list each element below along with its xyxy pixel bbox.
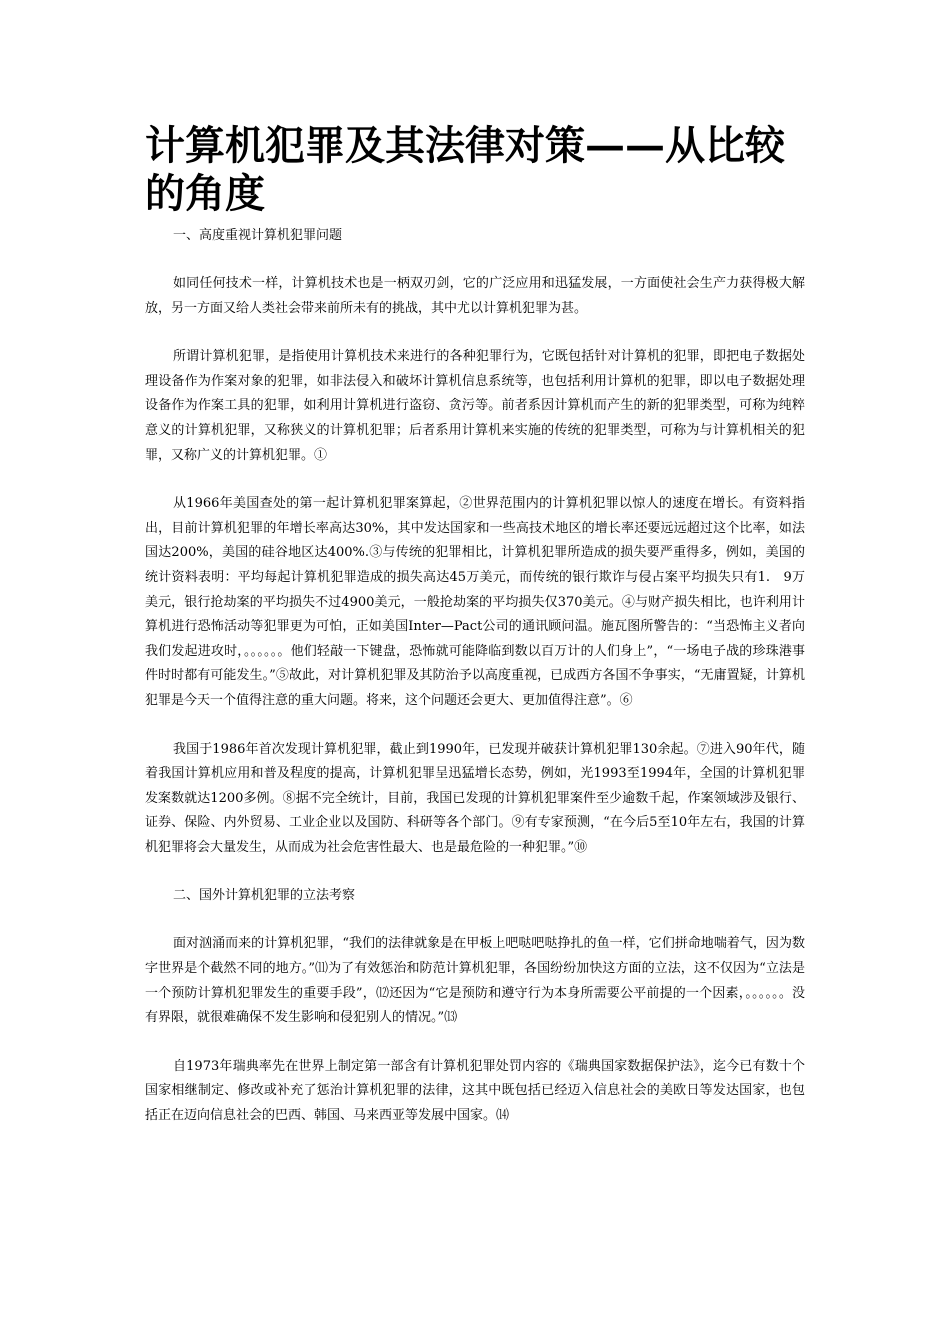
paragraph-3: 从1966年美国查处的第一起计算机犯罪案算起，②世界范围内的计算机犯罪以惊人的速度在增长。有资料指出，目前计算机犯罪的年增长率高达30%，其中发达国家和一些高技术地区的增长率还要远远超过这个比率，如法国达200%，美国的硅谷地区达400%.③与传统的犯罪相比，计算机犯罪所造成的损失要严重得多，例如，美国的统计资料表明：平均每起计算机犯罪造成的损失高达45万美元，而传统的银行欺诈与侵占案平均损失只有1. 9万美元，银行抢劫案的平均损失不过4900美元，一般抢劫案的平均损失仅370美元。④与财产损失相比，也许利用计算机进行恐怖活动等犯罪更为可怕，正如美国Inter—Pact公司的通讯顾问温。施瓦图所警告的：“当恐怖主义者向我们发起进攻时，。。。。。。他们轻敲一下键盘，恐怖就可能降临到数以百万计的人们身上”，“一场电子战的珍珠港事件时时都有可能发生。”⑤故此，对计算机犯罪及其防治予以高度重视，已成西方各国不争事实，“无庸置疑，计算机犯罪是今天一个值得注意的重大问题。将来，这个问题还会更大、更加值得注意”。⑥ — [145, 496, 805, 708]
spacer — [145, 321, 805, 345]
paragraph-4: 我国于1986年首次发现计算机犯罪，截止到1990年，已发现并破获计算机犯罪130余起。⑦进入90年代，随着我国计算机应用和普及程度的提高，计算机犯罪呈迅猛增长态势，例如，光1993至1994年，全国的计算机犯罪发案数就达1200多例。⑧据不完全统计，目前，我国已发现的计算机犯罪案件至少逾数千起，作案领域涉及银行、证券、保险、内外贸易、工业企业以及国防、科研等各个部门。⑨有专家预测，“在今后5至10年左右，我国的计算机犯罪将会大量发生，从而成为社会危害性最大、也是最危险的一种犯罪。”⑩ — [145, 741, 805, 855]
spacer — [145, 468, 805, 492]
section-heading-2: 二、国外计算机犯罪的立法考察 — [173, 888, 356, 904]
paragraph-5: 面对汹涌而来的计算机犯罪，“我们的法律就象是在甲板上吧哒吧哒挣扎的鱼一样，它们拼命地喘着气，因为数字世界是个截然不同的地方。”⑾为了有效惩治和防范计算机犯罪，各国纷纷加快这方面的立法，这不仅因为“立法是一个预防计算机犯罪发生的重要手段”，⑿还因为“它是预防和遵守行为本身所需要公平前提的一个因素，。。。。。。没有界限，就很难确保不发生影响和侵犯别人的情况。”⒀ — [145, 936, 805, 1026]
spacer — [145, 248, 805, 272]
spacer — [145, 908, 805, 932]
paragraph-6: 自1973年瑞典率先在世界上制定第一部含有计算机犯罪处罚内容的《瑞典国家数据保护法》，迄今已有数十个国家相继制定、修改或补充了惩治计算机犯罪的法律，这其中既包括已经迈入信息社会的美欧日等发达国家，也包括正在迈向信息社会的巴西、韩国、马来西亚等发展中国家。⒁ — [145, 1058, 805, 1124]
paragraph-2: 所谓计算机犯罪，是指使用计算机技术来进行的各种犯罪行为，它既包括针对计算机的犯罪，即把电子数据处理设备作为作案对象的犯罪，如非法侵入和破坏计算机信息系统等，也包括利用计算机的犯罪，即以电子数据处理设备作为作案工具的犯罪，如利用计算机进行盗窃、贪污等。前者系因计算机而产生的新的犯罪类型，可称为纯粹意义的计算机犯罪，又称狭义的计算机犯罪；后者系用计算机来实施的传统的犯罪类型，可称为与计算机相关的犯罪，又称广义的计算机犯罪。① — [145, 349, 805, 463]
document-page — [145, 122, 805, 1129]
document-title: 计算机犯罪及其法律对策——从比较的角度 — [145, 122, 785, 217]
section-heading-1: 一、高度重视计算机犯罪问题 — [173, 228, 343, 243]
spacer — [145, 714, 805, 738]
spacer — [145, 1031, 805, 1055]
paragraph-1: 如同任何技术一样，计算机技术也是一柄双刃剑，它的广泛应用和迅猛发展，一方面使社会生产力获得极大解放，另一方面又给人类社会带来前所未有的挑战，其中尤以计算机犯罪为甚。 — [145, 276, 805, 316]
spacer — [145, 860, 805, 884]
